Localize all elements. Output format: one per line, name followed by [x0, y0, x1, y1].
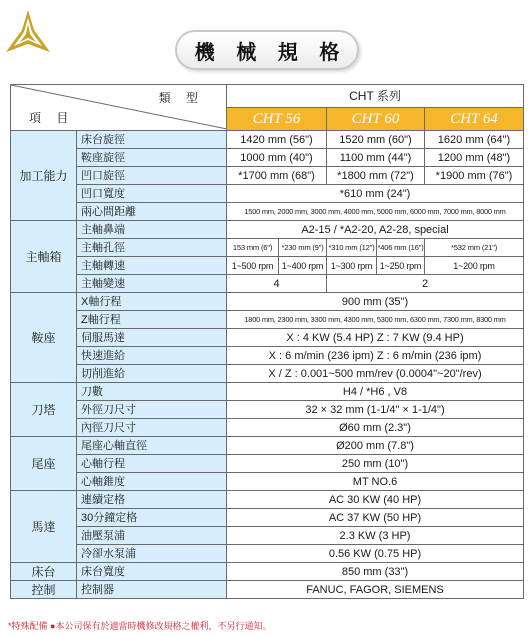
cell-value: X : 6 m/min (236 ipm) Z : 6 m/min (236 ipm) — [227, 347, 524, 365]
row-label: 外徑刀尺寸 — [77, 401, 227, 419]
group-tailstock: 尾座 — [11, 437, 77, 491]
model-header-cht64: CHT 64 — [425, 108, 524, 131]
row-label: 切削進給 — [77, 365, 227, 383]
company-logo — [4, 8, 52, 60]
row-label: 刀數 — [77, 383, 227, 401]
row-label: 床台寬度 — [77, 563, 227, 581]
group-control: 控制 — [11, 581, 77, 599]
cell-value: *610 mm (24") — [227, 185, 524, 203]
cell-value: *1800 mm (72") — [327, 167, 425, 185]
group-spindle: 主軸箱 — [11, 221, 77, 293]
row-label: 主軸鼻端 — [77, 221, 227, 239]
cell-value: 250 mm (10") — [227, 455, 524, 473]
row-label: 快速進給 — [77, 347, 227, 365]
cell-value: 1800 mm, 2300 mm, 3300 mm, 4300 mm, 5300 mm, 6300 mm, 7300 mm, 8300 mm — [227, 311, 524, 329]
cell-value: *532 mm (21") — [425, 239, 524, 257]
cell-value: 1~500 rpm — [227, 257, 279, 275]
row-label: 床台旋徑 — [77, 131, 227, 149]
cell-value: 32 × 32 mm (1-1/4" × 1-1/4") — [227, 401, 524, 419]
page-title: 機 械 規 格 — [194, 41, 348, 64]
cell-value: 0.56 KW (0.75 HP) — [227, 545, 524, 563]
group-machining: 加工能力 — [11, 131, 77, 221]
model-header-cht60: CHT 60 — [327, 108, 425, 131]
cell-value: MT NO.6 — [227, 473, 524, 491]
group-bed: 床台 — [11, 563, 77, 581]
cell-value: 1~400 rpm — [279, 257, 327, 275]
row-label: 心軸行程 — [77, 455, 227, 473]
row-label: 心軸錐度 — [77, 473, 227, 491]
cell-value: AC 37 KW (50 HP) — [227, 509, 524, 527]
series-header: CHT 系列 — [227, 85, 524, 108]
cell-value: 2 — [327, 275, 524, 293]
item-label: 項 目 — [29, 111, 75, 125]
cell-value: *310 mm (12") — [327, 239, 377, 257]
row-label: 主軸孔徑 — [77, 239, 227, 257]
cell-value: 900 mm (35") — [227, 293, 524, 311]
cell-value: 1~300 rpm — [327, 257, 377, 275]
cell-value: X : 4 KW (5.4 HP) Z : 7 KW (9.4 HP) — [227, 329, 524, 347]
row-label: 伺服馬達 — [77, 329, 227, 347]
row-label: 鞍座旋徑 — [77, 149, 227, 167]
cell-value: *406 mm (16") — [377, 239, 425, 257]
group-motor: 馬達 — [11, 491, 77, 563]
cell-value: 1500 mm, 2000 mm, 3000 mm, 4000 mm, 5000 mm, 6000 mm, 7000 mm, 8000 mm — [227, 203, 524, 221]
cell-value: X / Z : 0.001~500 mm/rev (0.0004"~20"/rev) — [227, 365, 524, 383]
cell-value: AC 30 KW (40 HP) — [227, 491, 524, 509]
row-label: 主軸轉速 — [77, 257, 227, 275]
cell-value: *1900 mm (76") — [425, 167, 524, 185]
row-label: 主軸變速 — [77, 275, 227, 293]
group-turret: 刀塔 — [11, 383, 77, 437]
row-label: 兩心間距離 — [77, 203, 227, 221]
row-label: 控制器 — [77, 581, 227, 599]
cell-value: A2-15 / *A2-20, A2-28, special — [227, 221, 524, 239]
cell-value: 1~250 rpm — [377, 257, 425, 275]
spec-table — [10, 84, 524, 599]
row-label: 30分鐘定格 — [77, 509, 227, 527]
cell-value: 1000 mm (40") — [227, 149, 327, 167]
model-header-cht56: CHT 56 — [227, 108, 327, 131]
row-label: Z軸行程 — [77, 311, 227, 329]
row-label: 連續定格 — [77, 491, 227, 509]
cell-value: 4 — [227, 275, 327, 293]
cell-value: *230 mm (9") — [279, 239, 327, 257]
type-label: 類 型 — [158, 91, 204, 105]
row-label: X軸行程 — [77, 293, 227, 311]
cell-value: 1100 mm (44") — [327, 149, 425, 167]
cell-value: *1700 mm (68") — [227, 167, 327, 185]
row-label: 油壓泵浦 — [77, 527, 227, 545]
row-label: 凹口旋徑 — [77, 167, 227, 185]
cell-value: 1~200 rpm — [425, 257, 524, 275]
cell-value: 2.3 KW (3 HP) — [227, 527, 524, 545]
footnote: *特殊配備 ●本公司保有於適當時機修改規格之權利，不另行通知。 — [8, 621, 272, 631]
row-label: 冷卻水泵浦 — [77, 545, 227, 563]
cell-value: 1420 mm (56") — [227, 131, 327, 149]
cell-value: H4 / *H6 , V8 — [227, 383, 524, 401]
row-label: 內徑刀尺寸 — [77, 419, 227, 437]
cell-value: 850 mm (33") — [227, 563, 524, 581]
cell-value: 153 mm (6") — [227, 239, 279, 257]
cell-value: Ø200 mm (7.8") — [227, 437, 524, 455]
cell-value: 1200 mm (48") — [425, 149, 524, 167]
cell-value: Ø60 mm (2.3") — [227, 419, 524, 437]
row-label: 尾座心軸直徑 — [77, 437, 227, 455]
cell-value: 1620 mm (64") — [425, 131, 524, 149]
header-corner — [11, 85, 227, 131]
row-label: 凹口寬度 — [77, 185, 227, 203]
group-saddle: 鞍座 — [11, 293, 77, 383]
title-badge — [175, 30, 359, 70]
cell-value: 1520 mm (60") — [327, 131, 425, 149]
cell-value: FANUC, FAGOR, SIEMENS — [227, 581, 524, 599]
